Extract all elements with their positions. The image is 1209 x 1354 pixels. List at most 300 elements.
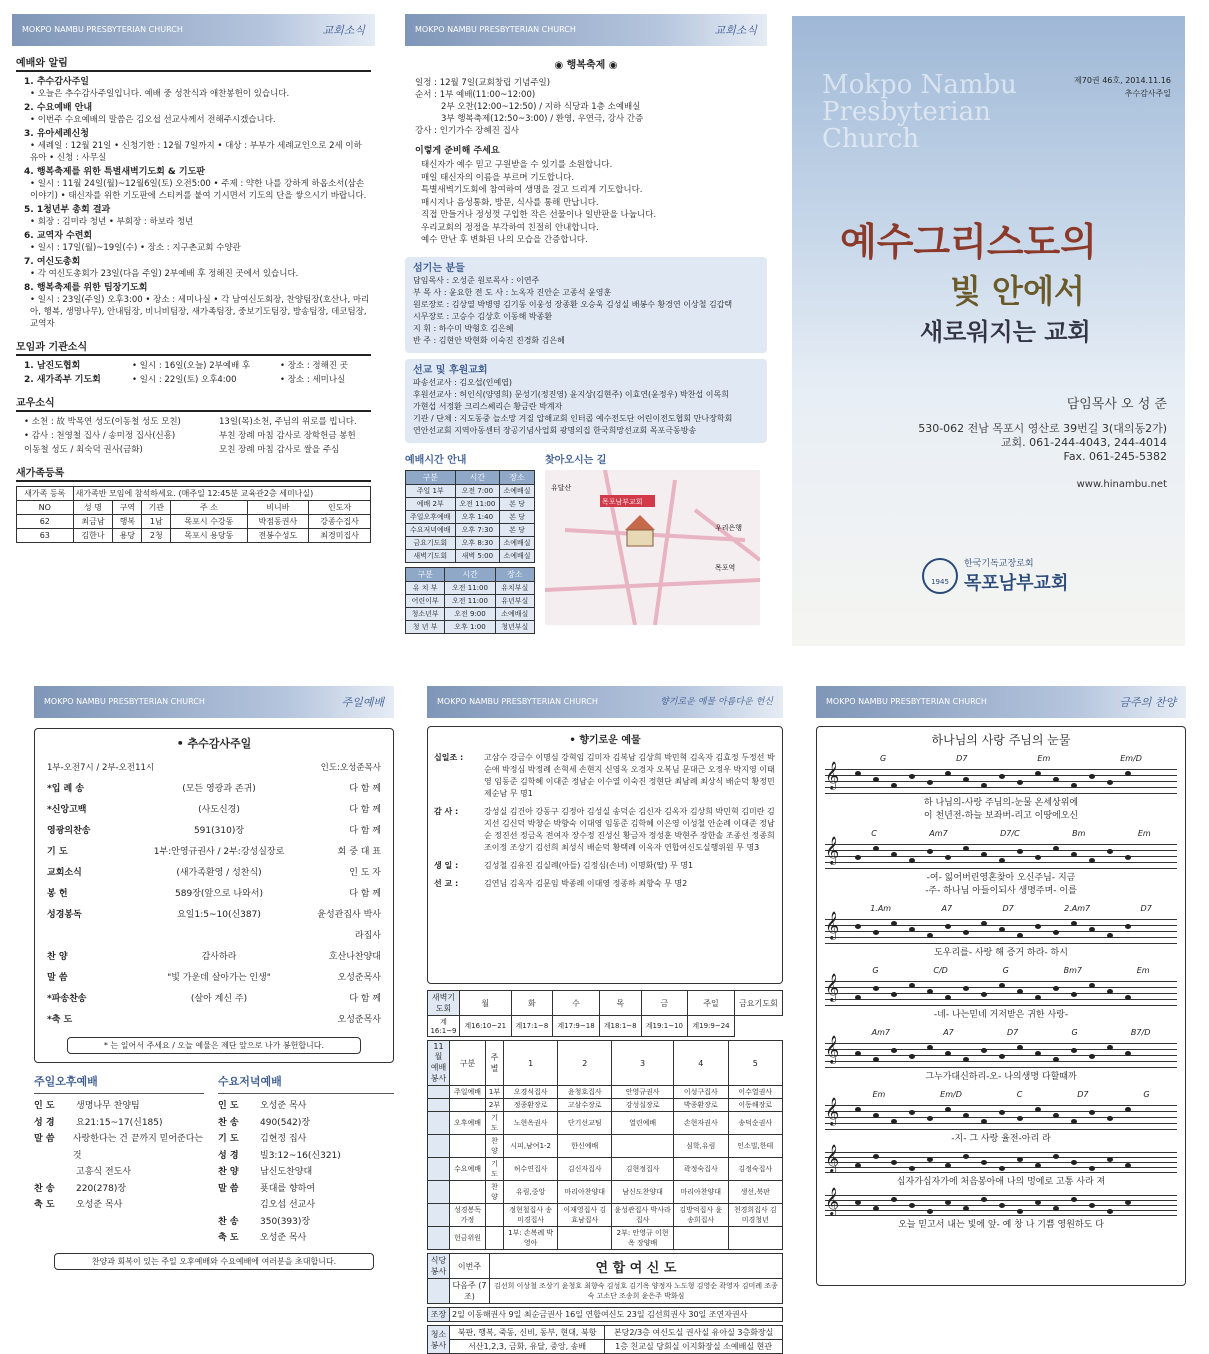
notice-title: 7. 여신도총회	[24, 257, 81, 267]
table-cell: 목포시 수강동	[171, 515, 247, 529]
treble-clef-icon: 𝄞	[825, 1144, 840, 1172]
table-cell: 고삼수장로	[558, 1099, 612, 1112]
cover-page	[792, 16, 1185, 646]
music-note	[927, 849, 933, 854]
music-note	[1089, 858, 1095, 863]
dawn-scripture: 계18:1~8	[599, 1016, 641, 1037]
table-cell: 2청	[142, 529, 171, 543]
order-content: 요일1:5~10(신387)	[177, 910, 261, 920]
dawn-scripture: 계19:9~24	[688, 1016, 735, 1037]
music-note	[1125, 1107, 1131, 1112]
hymn-box	[816, 726, 1186, 1286]
music-note	[927, 989, 933, 994]
table-row	[406, 549, 535, 562]
denomination: 한국기독교장로회	[964, 559, 1034, 569]
table-header-cell: 2	[558, 1041, 612, 1086]
table-cell: 이성구집사	[674, 1086, 728, 1099]
prepare-item: 매일 태신자의 이름을 부르며 기도합니다.	[421, 172, 575, 183]
notice-title: 1. 추수감사주일	[24, 77, 89, 87]
music-note	[1107, 1045, 1113, 1050]
worship-order-box: • 추수감사주일 1부-오전7시 / 2부-오전11시 인도:오성준목사 *입 례 송 (모든 영광과 존귀) 다 함 께 *신앙고백 (사도신경) 다 함 께 영광의찬송 591(310)장 다 함 께 기 도 1부:안영규권사 / 2부:강성실장로 회 중 대 표 교회소식 (새가족환영 / 성찬식) 인 도 자 봉 헌 589장(앞으로 나와서) 다 함 께 성경봉독 요일1:5~10(신387) 윤성관집사 박사라집사 찬 양 감사하라 호산나찬양대 말 씀 "빛 가운데 살아가는 인생" 오성준목사 *파송찬송 (살아 계신 주) 다 함 께 *축 도 오성준목사 * 는 일어서 주세요 / 오늘 예물은 제단 앞으로 나가 봉헌합니다.	[34, 728, 394, 1063]
table-row	[428, 1086, 783, 1099]
music-note	[981, 992, 987, 997]
order-leader: 인 도 자	[349, 868, 381, 878]
offering-type: 생 일 :	[434, 861, 459, 870]
cleaning-table: 청소봉사 북판, 행복, 죽동, 신비, 동부, 현대, 북항 본당2/3층 여신도실 권사실 유아실 3층화장실 서산1,2,3, 금화, 유달, 중앙, 송배 1층 친교실 당회실 이지화장실 소예배실 현관	[427, 1325, 783, 1354]
table-cell: 소예배실	[495, 607, 534, 620]
table-cell	[450, 1181, 486, 1204]
notice-item	[24, 76, 371, 100]
table-cell: 오후 1:00	[445, 620, 495, 633]
panel-header: MOKPO NAMBU PRESBYTERIAN CHURCH 금주의 찬양	[816, 686, 1186, 718]
dawn-day: 금요기도회	[734, 991, 782, 1016]
music-note	[873, 1206, 879, 1211]
service-value: 오성준 목사	[260, 1101, 307, 1111]
table-cell	[428, 1227, 450, 1250]
table-cell: 한신예배	[558, 1135, 612, 1158]
table-cell: 주일오후예배	[406, 510, 456, 523]
music-note	[855, 1051, 861, 1056]
table-cell: 어린이부	[406, 594, 445, 607]
table-row	[406, 594, 535, 607]
music-note	[963, 1057, 969, 1062]
offering-type: 선 교 :	[434, 879, 459, 888]
volume-info: 제70권 46호, 2014.11.16	[1074, 76, 1171, 85]
table-cell: 1부	[486, 1086, 504, 1099]
music-note	[1053, 1206, 1059, 1211]
music-note	[981, 1119, 987, 1124]
music-note	[1035, 1200, 1041, 1205]
prepare-item: 예수 만난 후 변화된 나의 모습을 간증합니다.	[421, 235, 588, 245]
cook-table: 조장 2일 이동해권사 9일 최순금권사 16일 연합여신도 23일 김선희권사 30일 조연자권사	[427, 1307, 783, 1322]
prepare-title: 이렇게 준비해 주세요	[415, 146, 500, 156]
service-value: 푯대를 향하여	[260, 1183, 316, 1194]
table-cell	[674, 1227, 728, 1250]
music-note	[1017, 989, 1023, 994]
table-cell	[612, 1135, 674, 1158]
table-cell: 오전 11:00	[455, 497, 500, 510]
panel-hymn	[816, 686, 1186, 1288]
chord-line	[825, 829, 1177, 838]
service-value: 김오섭 선교사	[260, 1200, 316, 1210]
music-note	[945, 855, 951, 860]
offering-type: 감 사 :	[434, 807, 459, 816]
score-system	[825, 829, 1177, 898]
chord: C	[871, 829, 877, 838]
notice-detail: • 일시 : 23일(주일) 오후3:00 • 장소 : 세미나실 • 각 남여신도회장, 찬양팀장(호산나, 마리아, 행복, 생명나무), 안내팀장, 비니비팀장, 새가족팀장, 중보기도팀장, 방송팀장, 데코팀장, 교역자	[30, 295, 370, 329]
table-cell: 박점동권사	[247, 515, 309, 529]
table-cell: 소예배실	[500, 536, 535, 549]
table-header-cell: 시간	[445, 567, 495, 581]
table-cell: 유림,중앙	[503, 1181, 557, 1204]
table-cell: 주일예배	[450, 1086, 486, 1099]
staff-line	[825, 1067, 1177, 1068]
map-label: 우리은행	[715, 523, 743, 532]
panel-church-news	[12, 14, 375, 644]
music-note	[1071, 1160, 1077, 1165]
table-cell: 오후 1:40	[455, 510, 500, 523]
order-row	[47, 800, 381, 821]
treble-clef-icon: 𝄞	[825, 911, 840, 939]
music-note	[945, 995, 951, 1000]
chord: B7/D	[1130, 1028, 1151, 1037]
table-cell: 인소빌,한테	[728, 1135, 782, 1158]
table-cell: 주일 1부	[406, 484, 456, 497]
table-header-cell: 인도자	[309, 501, 371, 515]
table-header-cell: 기관	[142, 501, 171, 515]
table-header-cell: 성 명	[73, 501, 113, 515]
order-leader: 윤성관집사 박사라집사	[317, 910, 381, 941]
staff-line	[825, 1162, 1177, 1163]
table-header-cell: 시간	[455, 470, 500, 484]
table-cell	[486, 1204, 504, 1227]
news-what: 13일(목)소천, 주님의 위로를 빕니다.	[219, 417, 357, 427]
music-note	[1053, 1057, 1059, 1062]
table-cell	[486, 1227, 504, 1250]
offering-names: 김성철 김유진 김실례(아들) 김정심(손녀) 이명화(딸) 무 명1	[484, 861, 694, 870]
panel-header: MOKPO NAMBU PRESBYTERIAN CHURCH 교회소식	[405, 14, 767, 46]
service-row	[34, 1098, 204, 1115]
music-note	[927, 1116, 933, 1121]
table-cell: 김신자집사	[558, 1158, 612, 1181]
table-cell: 찬양	[486, 1135, 504, 1158]
music-note	[981, 921, 987, 926]
worship-note: * 는 일어서 주세요 / 오늘 예물은 제단 앞으로 나가 봉헌합니다.	[67, 1037, 361, 1054]
staff	[825, 761, 1177, 797]
order-label: 영광의찬송	[47, 826, 91, 836]
table-cell	[428, 1135, 450, 1158]
dawn-day: 금	[641, 991, 688, 1016]
table-row	[406, 620, 535, 633]
music-note	[909, 858, 915, 863]
staff-line	[825, 937, 1177, 938]
music-note	[927, 780, 933, 785]
order-content: (사도신경)	[198, 805, 240, 815]
music-note	[1017, 933, 1023, 938]
mission-line: 기관 / 단체 : 지도동중 늘소망 겨질 압해교회 인터콥 예수전도단 어린이전도협회 만나장학회	[413, 413, 733, 423]
section-title: 예배와 알림	[16, 54, 371, 72]
table-cell: 김선희 이상철 조상기 윤청호 최향숙 김성호 김기옥 양정자 노도형 김영순 곽영자 김미례 조종숙 고소단 조송희 윤은주 박화심	[490, 1279, 783, 1304]
table-cell: 1부: 손복례 박영아	[503, 1227, 557, 1250]
music-note	[1107, 1157, 1113, 1162]
website[interactable]: www.hinambu.net	[1076, 479, 1167, 490]
table-cell: 오전 9:00	[445, 607, 495, 620]
order-row	[47, 947, 381, 968]
table-cell: 천경희집사 김미경청년	[728, 1204, 782, 1227]
music-note	[999, 1054, 1005, 1059]
music-note	[945, 924, 951, 929]
music-note	[1017, 1209, 1023, 1214]
music-note	[873, 777, 879, 782]
table-cell: 오전 7:00	[455, 484, 500, 497]
music-note	[1125, 855, 1131, 860]
staff-line	[825, 919, 1177, 920]
order-label: 찬 양	[47, 952, 68, 962]
music-note	[1089, 1110, 1095, 1115]
panel-header: MOKPO NAMBU PRESBYTERIAN CHURCH 향기로운 예물 아름다운 헌신	[427, 686, 783, 718]
table-cell: 이동해장로	[728, 1099, 782, 1112]
table-cell: 윤성관집사 박사라집사	[612, 1204, 674, 1227]
staff-line	[825, 1129, 1177, 1130]
mission-line: 파송선교사 : 김오섭(인예엽)	[413, 377, 513, 387]
music-note	[855, 1107, 861, 1112]
music-note	[855, 924, 861, 929]
table-cell: 청소년부	[406, 607, 445, 620]
table-cell: 이재영집사 김효남집사	[558, 1204, 612, 1227]
music-note	[1035, 995, 1041, 1000]
table-cell: 오전 11:00	[445, 581, 495, 594]
mission-line: 가현섭 서정환 크리스쎄리슨 황금란 박계자	[413, 401, 563, 411]
score-system	[825, 1144, 1177, 1189]
meeting-title: 2. 새가족부 기도회	[24, 375, 101, 385]
notice-detail: • 회장 : 김미라 청년 • 부회장 : 하보라 청년	[30, 217, 194, 227]
order-row	[47, 968, 381, 989]
dawn-day: 수	[553, 991, 600, 1016]
table-cell	[428, 1112, 450, 1135]
chord: 2.Am7	[1064, 904, 1091, 913]
notice-item	[24, 256, 371, 280]
music-note	[909, 983, 915, 988]
offering-box	[427, 726, 783, 984]
music-note	[891, 852, 897, 857]
staff-line	[825, 1152, 1177, 1153]
dawn-day: 목	[599, 991, 641, 1016]
table-cell	[728, 1227, 782, 1250]
music-note	[909, 1166, 915, 1171]
treble-clef-icon: 𝄞	[825, 1097, 840, 1125]
music-note	[1089, 1054, 1095, 1059]
table-cell: 새벽 5:00	[455, 549, 500, 562]
order-row	[47, 842, 381, 863]
score-system	[825, 966, 1177, 1022]
music-note	[1017, 1045, 1023, 1050]
table-cell: 안영규권사	[612, 1086, 674, 1099]
music-note	[1089, 927, 1095, 932]
table-cell: 헌금위원	[450, 1227, 486, 1250]
service-row	[218, 1098, 394, 1115]
service-value: 고흥식 전도사	[76, 1167, 132, 1177]
section-title: 새가족등록	[16, 464, 371, 482]
table-cell	[428, 1204, 450, 1227]
music-note	[1035, 1163, 1041, 1168]
staff-line: 시무장로 : 고승수 김상호 이동해 박종환	[413, 311, 553, 321]
music-note	[1053, 846, 1059, 851]
prepare-item: 우리교회의 정정을 부각하여 친절히 안내합니다.	[421, 222, 599, 233]
chord-line	[825, 1090, 1177, 1099]
staff-line	[825, 981, 1177, 982]
service-label: 말 씀	[218, 1183, 239, 1194]
music-note	[909, 1054, 915, 1059]
staff-line	[825, 999, 1177, 1000]
music-note	[909, 1110, 915, 1115]
pastor: 담임목사 오 성 준	[1066, 397, 1167, 412]
table-cell	[450, 1099, 486, 1112]
table-cell: 김정숙집사	[728, 1158, 782, 1181]
news-item	[24, 430, 371, 442]
music-note	[927, 1209, 933, 1214]
service-title: 11월 예배봉사	[428, 1041, 450, 1086]
cover-title-3: 새로워지는 교회	[920, 318, 1091, 346]
table-header-cell: 주별	[486, 1041, 504, 1086]
service-label: 인 도	[34, 1101, 55, 1111]
service-value: 오성준 목사	[76, 1200, 123, 1210]
treble-clef-icon: 𝄞	[825, 1035, 840, 1063]
order-content: (살아 계신 주)	[190, 994, 248, 1004]
table-cell: 오후예배	[450, 1112, 486, 1135]
offering-title: • 향기로운 예물	[569, 735, 641, 746]
service-label: 축 도	[34, 1200, 55, 1210]
music-note	[1107, 1116, 1113, 1121]
table-header-cell: 5	[728, 1041, 782, 1086]
staff-box: 섬기는 분들 담임목사 : 오성준 원로목사 : 이연주 부 목 사 : 윤요한 전 도 사 : 노옥자 진안순 고종석 윤영훈 원로장로 : 김상열 박병영 김기동 이웅성 장종환 오승욱 김성실 배봉수 황경연 이상철 김갑택 시무장로 : 고승수 김상호 이동해 박종환 지 휘 : 하수미 박형호 김은혜 반 주 : 김현안 박현화 이숙진 진경화 김은혜	[405, 257, 767, 353]
table-cell: 허수연집사	[503, 1158, 557, 1181]
music-note	[1071, 1048, 1077, 1053]
music-note	[1035, 1107, 1041, 1112]
staff-line: 담임목사 : 오성준 원로목사 : 이연주	[413, 275, 540, 285]
music-note	[945, 1163, 951, 1168]
table-row	[406, 523, 535, 536]
news-what: 모친 장례 마침 감사로 쌀을 주심	[219, 445, 340, 455]
map-label: 유달산	[551, 483, 572, 492]
staff-line	[825, 1043, 1177, 1044]
table-row	[428, 1181, 783, 1204]
table-cell: 마리아찬양대	[558, 1181, 612, 1204]
map-title: 찾아오시는 길	[545, 454, 607, 466]
chord: Bm	[1072, 829, 1086, 838]
panel-sunday-worship	[34, 686, 394, 1288]
table-cell: 1남	[142, 515, 171, 529]
table-cell: 최경미집사	[309, 529, 371, 543]
dawn-scripture: 계17:1~8	[511, 1016, 553, 1037]
staff-line	[825, 1105, 1177, 1106]
table-cell: 수요예배	[450, 1158, 486, 1181]
music-note	[873, 1057, 879, 1062]
music-note	[1035, 924, 1041, 929]
music-note	[855, 855, 861, 860]
service-row	[218, 1115, 394, 1132]
service-value: 사랑한다는 건 끝까지 믿어준다는 것	[72, 1134, 204, 1161]
chord: A7	[941, 904, 953, 913]
notice-item	[24, 282, 371, 330]
table-cell: 다음주 (7조)	[450, 1279, 490, 1304]
music-note	[1017, 849, 1023, 854]
score-system	[825, 754, 1177, 823]
order-row	[47, 989, 381, 1010]
table-row	[428, 1112, 783, 1135]
lyric-line: -주- 하나님 아들이되사 생명주며- 이를	[925, 886, 1077, 896]
order-content: (모든 영광과 존귀)	[182, 784, 256, 794]
music-note	[927, 933, 933, 938]
order-label: *축 도	[47, 1015, 73, 1025]
music-note	[855, 771, 861, 776]
prepare-item: 특별새벽기도회에 참여하여 생명을 걸고 드리게 기도합니다.	[421, 185, 643, 195]
order-leader: 다 함 께	[349, 889, 381, 899]
chord-line	[825, 754, 1177, 763]
mission-line: 후원선교사 : 허인식(양영희) 문성기(정진영) 윤지상(김현주) 이효연(윤정우) 박찬섭 이목희	[413, 389, 729, 399]
service-row	[34, 1115, 204, 1132]
table-cell: 생선,북판	[728, 1181, 782, 1204]
table-header-cell: 장소	[500, 470, 535, 484]
table-header-cell: 3	[612, 1041, 674, 1086]
news-who: • 감사 : 천영철 집사 / 송미정 집사(신흥)	[24, 431, 176, 441]
chord: Em/D	[1120, 754, 1142, 763]
chord: Bm7	[1063, 966, 1082, 975]
offering-names: 고삼수 강금수 이명심 강혁임 김미자 김복남 김상희 박민혁 김옥자 김효정 두정선 박순애 박정심 박정례 손혁세 손현지 신영옥 오경자 오복님 문대근 오정우 박지영 이태영 임동준 김학혜 이대준 정남순 이수열 이숙진 정현단 최남례 최상식 배순덕 황정민 제순남 무 명1	[484, 753, 775, 798]
chord: G	[879, 754, 887, 763]
church-name: 목포남부교회	[964, 573, 1069, 594]
table-cell: 오전 11:00	[445, 594, 495, 607]
staff-line	[825, 1005, 1177, 1006]
staff-line	[825, 1049, 1177, 1050]
table-header-cell: 장소	[495, 567, 534, 581]
church-map	[545, 470, 760, 625]
chord: Em	[872, 1090, 886, 1099]
meeting-item	[24, 374, 371, 386]
table-cell: 본 당	[500, 497, 535, 510]
music-note	[981, 1160, 987, 1165]
fax: Fax. 061-245-5382	[1063, 450, 1167, 463]
order-content: 591(310)장	[193, 826, 245, 836]
table-cell: 윤청호집사	[558, 1086, 612, 1099]
meeting-time: • 일시 : 22일(토) 오후4:00	[132, 375, 237, 385]
music-note	[981, 1197, 987, 1202]
notice-item	[24, 166, 371, 202]
service-row	[34, 1164, 204, 1181]
staff-line: 원로장로 : 김상열 박병영 김기동 이웅성 장종환 오승욱 김성실 배봉수 황경연 이상철 김갑택	[413, 299, 733, 309]
music-note	[891, 1048, 897, 1053]
table-cell: 손현자권사	[674, 1112, 728, 1135]
order-label: 교회소식	[47, 868, 82, 878]
music-note	[963, 1206, 969, 1211]
table-cell	[428, 1158, 450, 1181]
table-cell: 행복	[113, 515, 142, 529]
music-note	[1107, 780, 1113, 785]
order-row	[47, 1010, 381, 1031]
table-cell: 열린예배	[612, 1112, 674, 1135]
service-label	[34, 1164, 76, 1181]
chord: Am7	[871, 1028, 890, 1037]
service-label	[218, 1197, 260, 1214]
staff-line	[825, 844, 1177, 845]
music-note	[855, 995, 861, 1000]
chord: 1.Am	[870, 904, 892, 913]
notice-item	[24, 204, 371, 228]
offering-row	[434, 860, 776, 872]
dawn-day: 주일	[688, 991, 735, 1016]
music-note	[891, 992, 897, 997]
chord: G	[872, 966, 879, 975]
table-cell: 강종수집사	[309, 515, 371, 529]
service-value: 김현정 집사	[260, 1134, 307, 1144]
table-cell: 김방억집사 윤송희집사	[674, 1204, 728, 1227]
music-note	[1035, 855, 1041, 860]
chord: C	[1016, 1090, 1023, 1099]
dawn-scripture: 계16:10~21	[460, 1016, 512, 1037]
music-note	[999, 858, 1005, 863]
music-note	[1071, 783, 1077, 788]
service-row	[218, 1214, 394, 1231]
table-cell: 남신도찬양대	[612, 1181, 674, 1204]
table-cell: 새벽기도회	[406, 549, 456, 562]
staff	[825, 836, 1177, 872]
service-value: 빌3:12~16(신321)	[260, 1150, 341, 1161]
staff-line	[825, 787, 1177, 788]
music-note	[1017, 1116, 1023, 1121]
staff	[825, 1144, 1177, 1176]
order-label: 봉 헌	[47, 889, 68, 899]
order-content: "빛 가운데 살아가는 인생"	[167, 973, 271, 983]
music-note	[981, 852, 987, 857]
